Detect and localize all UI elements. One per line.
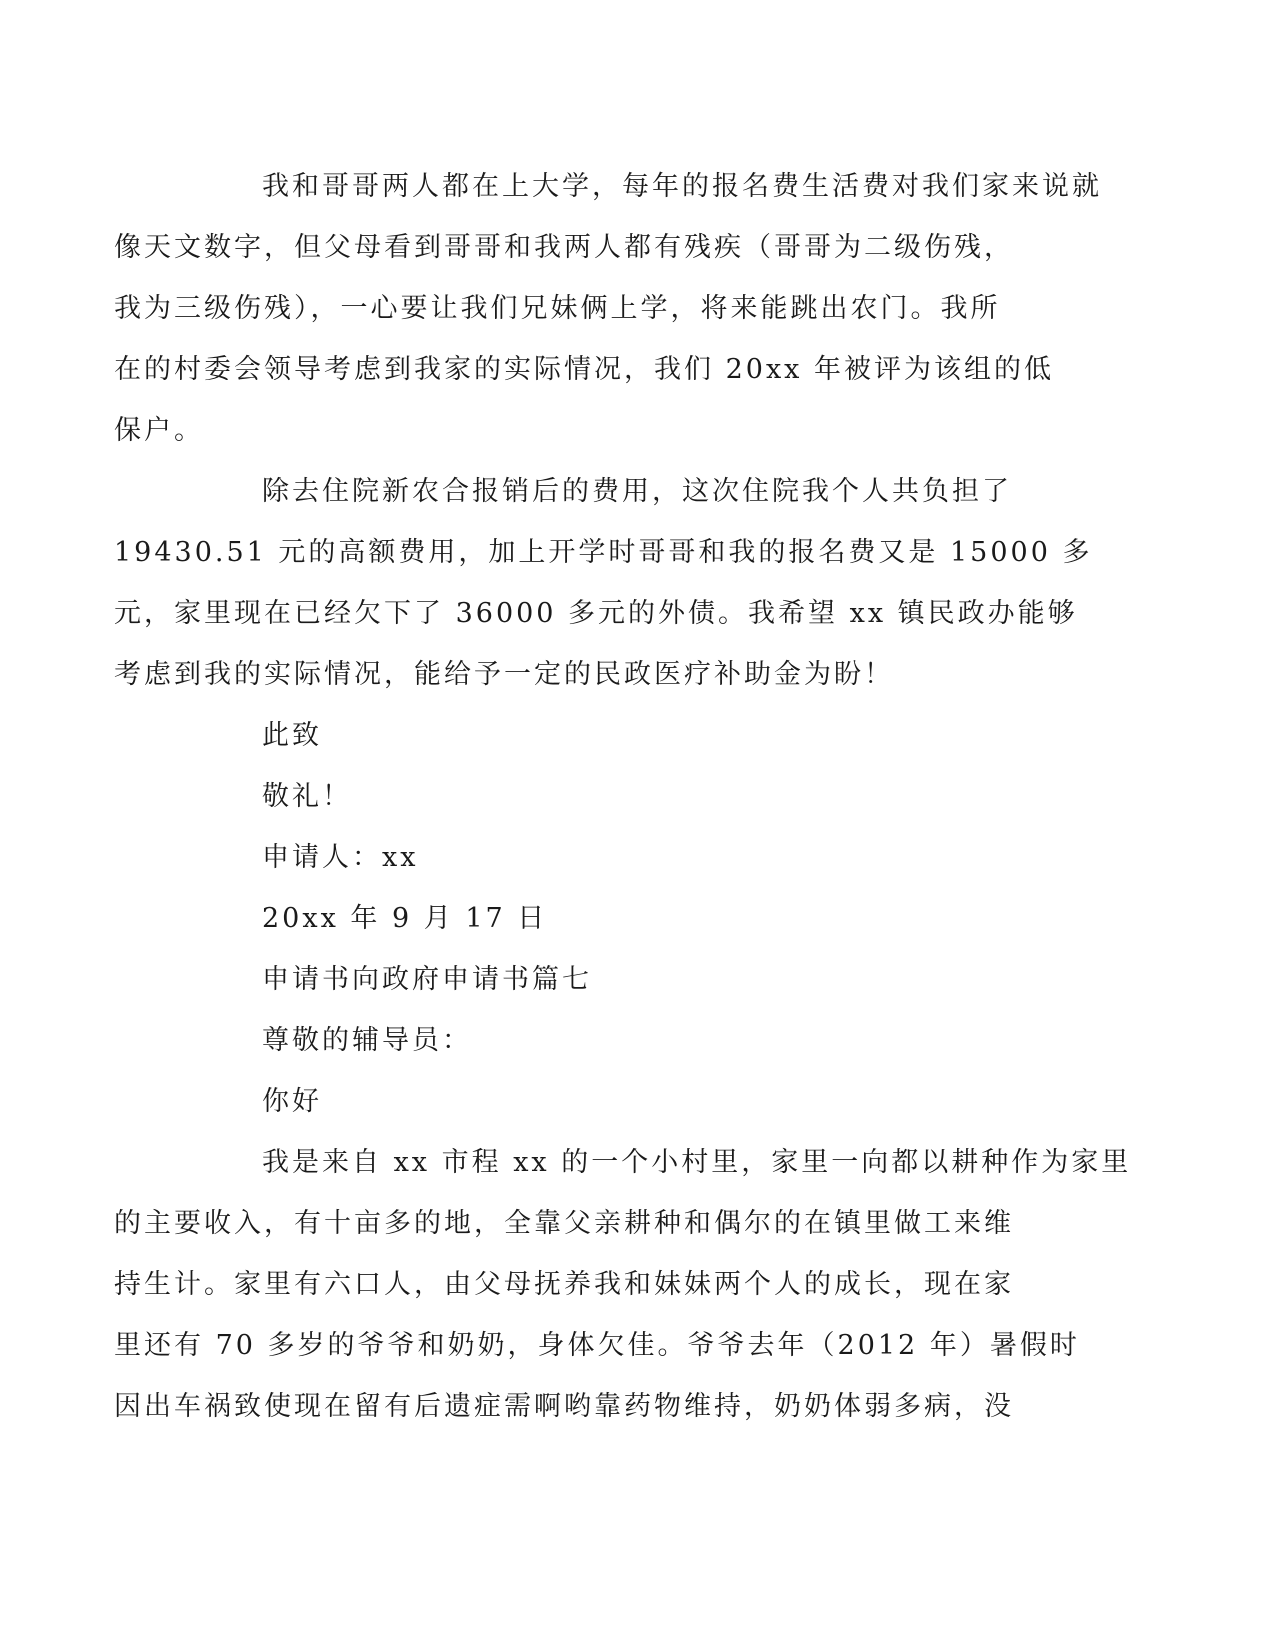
paragraph-medical-costs [114,461,1093,705]
applicant-line: 申请人：xx [262,842,419,873]
closing-ci-zhi: 此致 [262,720,322,751]
text-line: 除去住院新农合报销后的费用，这次住院我个人共负担了 [262,476,1012,507]
text-line: 考虑到我的实际情况，能给予一定的民政医疗补助金为盼！ [114,659,894,690]
greeting: 你好 [262,1086,322,1117]
text-line: 像天文数字，但父母看到哥哥和我两人都有残疾（哥哥为二级伤残， [114,232,1014,263]
text-line: 元，家里现在已经欠下了 36000 多元的外债。我希望 xx 镇民政办能够 [114,598,1078,629]
text-line: 保户。 [114,415,204,446]
text-line: 我和哥哥两人都在上大学，每年的报名费生活费对我们家来说就 [262,171,1102,202]
closing-jing-li: 敬礼！ [262,781,352,812]
text-line: 里还有 70 多岁的爷爷和奶奶，身体欠佳。爷爷去年（2012 年）暑假时 [114,1330,1080,1361]
text-line: 的主要收入，有十亩多的地，全靠父亲耕种和偶尔的在镇里做工来维 [114,1208,1014,1239]
salutation: 尊敬的辅导员： [262,1025,472,1056]
paragraph-family-situation [114,156,1102,461]
date-line: 20xx 年 9 月 17 日 [262,903,548,934]
text-line: 19430.51 元的高额费用，加上开学时哥哥和我的报名费又是 15000 多 [114,537,1093,568]
text-line: 在的村委会领导考虑到我家的实际情况，我们 20xx 年被评为该组的低 [114,354,1054,385]
text-line: 我是来自 xx 市程 xx 的一个小村里，家里一向都以耕种作为家里 [262,1147,1132,1178]
paragraph-background [114,1132,1132,1437]
section-title: 申请书向政府申请书篇七 [262,964,592,995]
text-line: 我为三级伤残），一心要让我们兄妹俩上学，将来能跳出农门。我所 [114,293,1001,324]
document-body [114,156,1132,1437]
text-line: 持生计。家里有六口人，由父母抚养我和妹妹两个人的成长，现在家 [114,1269,1014,1300]
text-line: 因出车祸致使现在留有后遗症需啊哟靠药物维持，奶奶体弱多病，没 [114,1391,1014,1422]
